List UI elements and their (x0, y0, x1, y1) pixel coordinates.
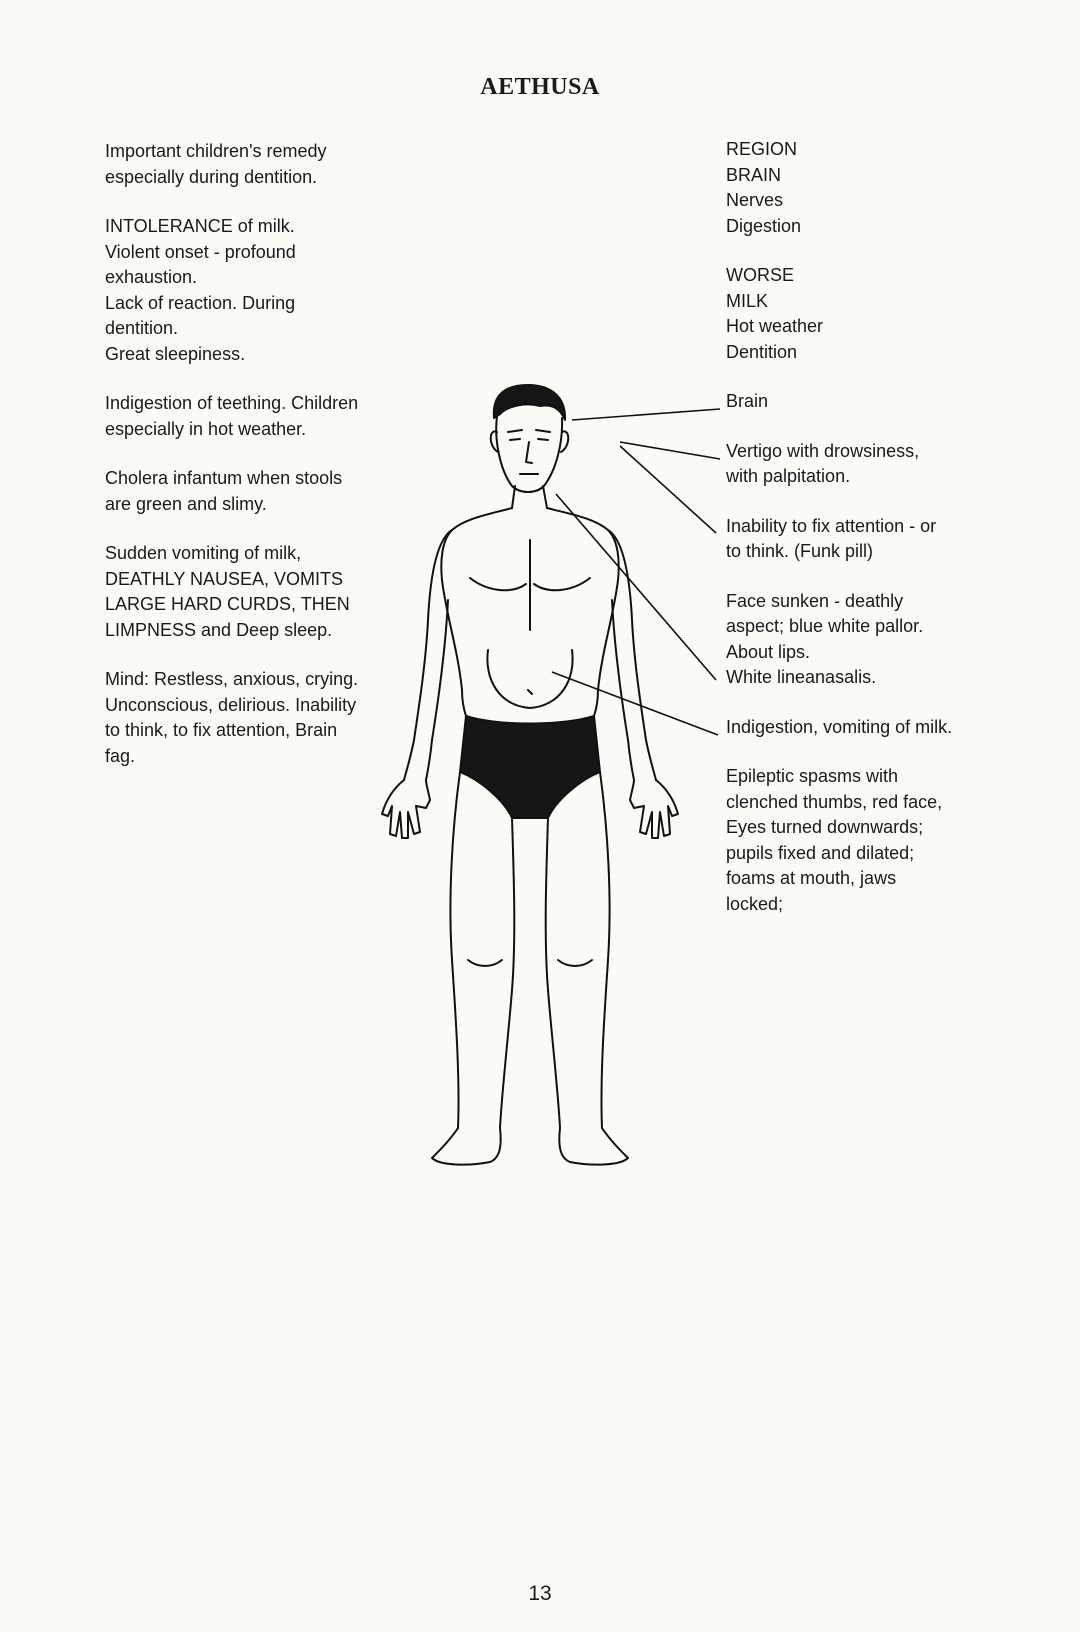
text-line: Great sleepiness. (105, 343, 246, 364)
text-line: aspect; blue white pallor. (726, 616, 924, 636)
text-line: Vertigo with drowsiness, (726, 440, 920, 461)
text-line: Brain (726, 391, 769, 411)
text-line: BRAIN (726, 164, 782, 185)
text-line: Sudden vomiting of milk, (105, 543, 302, 563)
text-line: LARGE HARD CURDS, THEN (105, 594, 350, 614)
leader-brain (572, 409, 720, 420)
text-line: Dentition (726, 341, 798, 362)
leader-indigestion (552, 672, 718, 735)
text-line: Digestion (726, 215, 802, 236)
text-line: REGION (726, 139, 798, 159)
text-line: pupils fixed and dilated; (726, 842, 915, 863)
leader-inability (620, 446, 716, 533)
leader-vertigo (620, 442, 720, 459)
text-line: Lack of reaction. During (105, 292, 296, 313)
text-line: DEATHLY NAUSEA, VOMITS (105, 568, 344, 589)
text-line: Eyes turned downwards; (726, 817, 924, 837)
text-line: especially during dentition. (105, 166, 318, 187)
text-line: Cholera infantum when stools (105, 468, 343, 488)
text-line: clenched thumbs, red face, (726, 791, 943, 812)
text-line: Violent onset - profound (105, 241, 296, 262)
text-line: Face sunken - deathly (726, 590, 904, 611)
text-line: especially in hot weather. (105, 418, 307, 439)
text-line: dentition. (105, 318, 179, 338)
text-line: are green and slimy. (105, 493, 267, 514)
text-line: with palpitation. (726, 466, 851, 486)
page-number: 13 (528, 1582, 552, 1605)
text-line: Hot weather (726, 316, 824, 336)
text-line: exhaustion. (105, 267, 198, 287)
text-line: to think. (Funk pill) (726, 541, 874, 561)
text-line: White lineanasalis. (726, 667, 877, 687)
text-line: INTOLERANCE of milk. (105, 216, 295, 236)
text-line: Nerves (726, 190, 784, 210)
text-line: fag. (105, 745, 136, 766)
text-line: Important children's remedy (105, 141, 327, 161)
text-line: Mind: Restless, anxious, crying. (105, 669, 359, 689)
text-line: Epileptic spasms with (726, 766, 899, 786)
text-line: MILK (726, 290, 769, 311)
text-line: Unconscious, delirious. Inability (105, 694, 357, 715)
text-line: foams at mouth, jaws (726, 868, 897, 888)
text-line: Inability to fix attention - or (726, 515, 937, 536)
leader-face (556, 494, 716, 680)
page-title: AETHUSA (480, 74, 600, 100)
text-line: Indigestion, vomiting of milk. (726, 716, 953, 737)
text-line: Indigestion of teething. Children (105, 393, 359, 413)
text-line: locked; (726, 893, 784, 914)
text-line: to think, to fix attention, Brain (105, 720, 338, 740)
text-line: About lips. (726, 641, 811, 662)
text-line: WORSE (726, 265, 795, 285)
text-line: LIMPNESS and Deep sleep. (105, 619, 333, 640)
